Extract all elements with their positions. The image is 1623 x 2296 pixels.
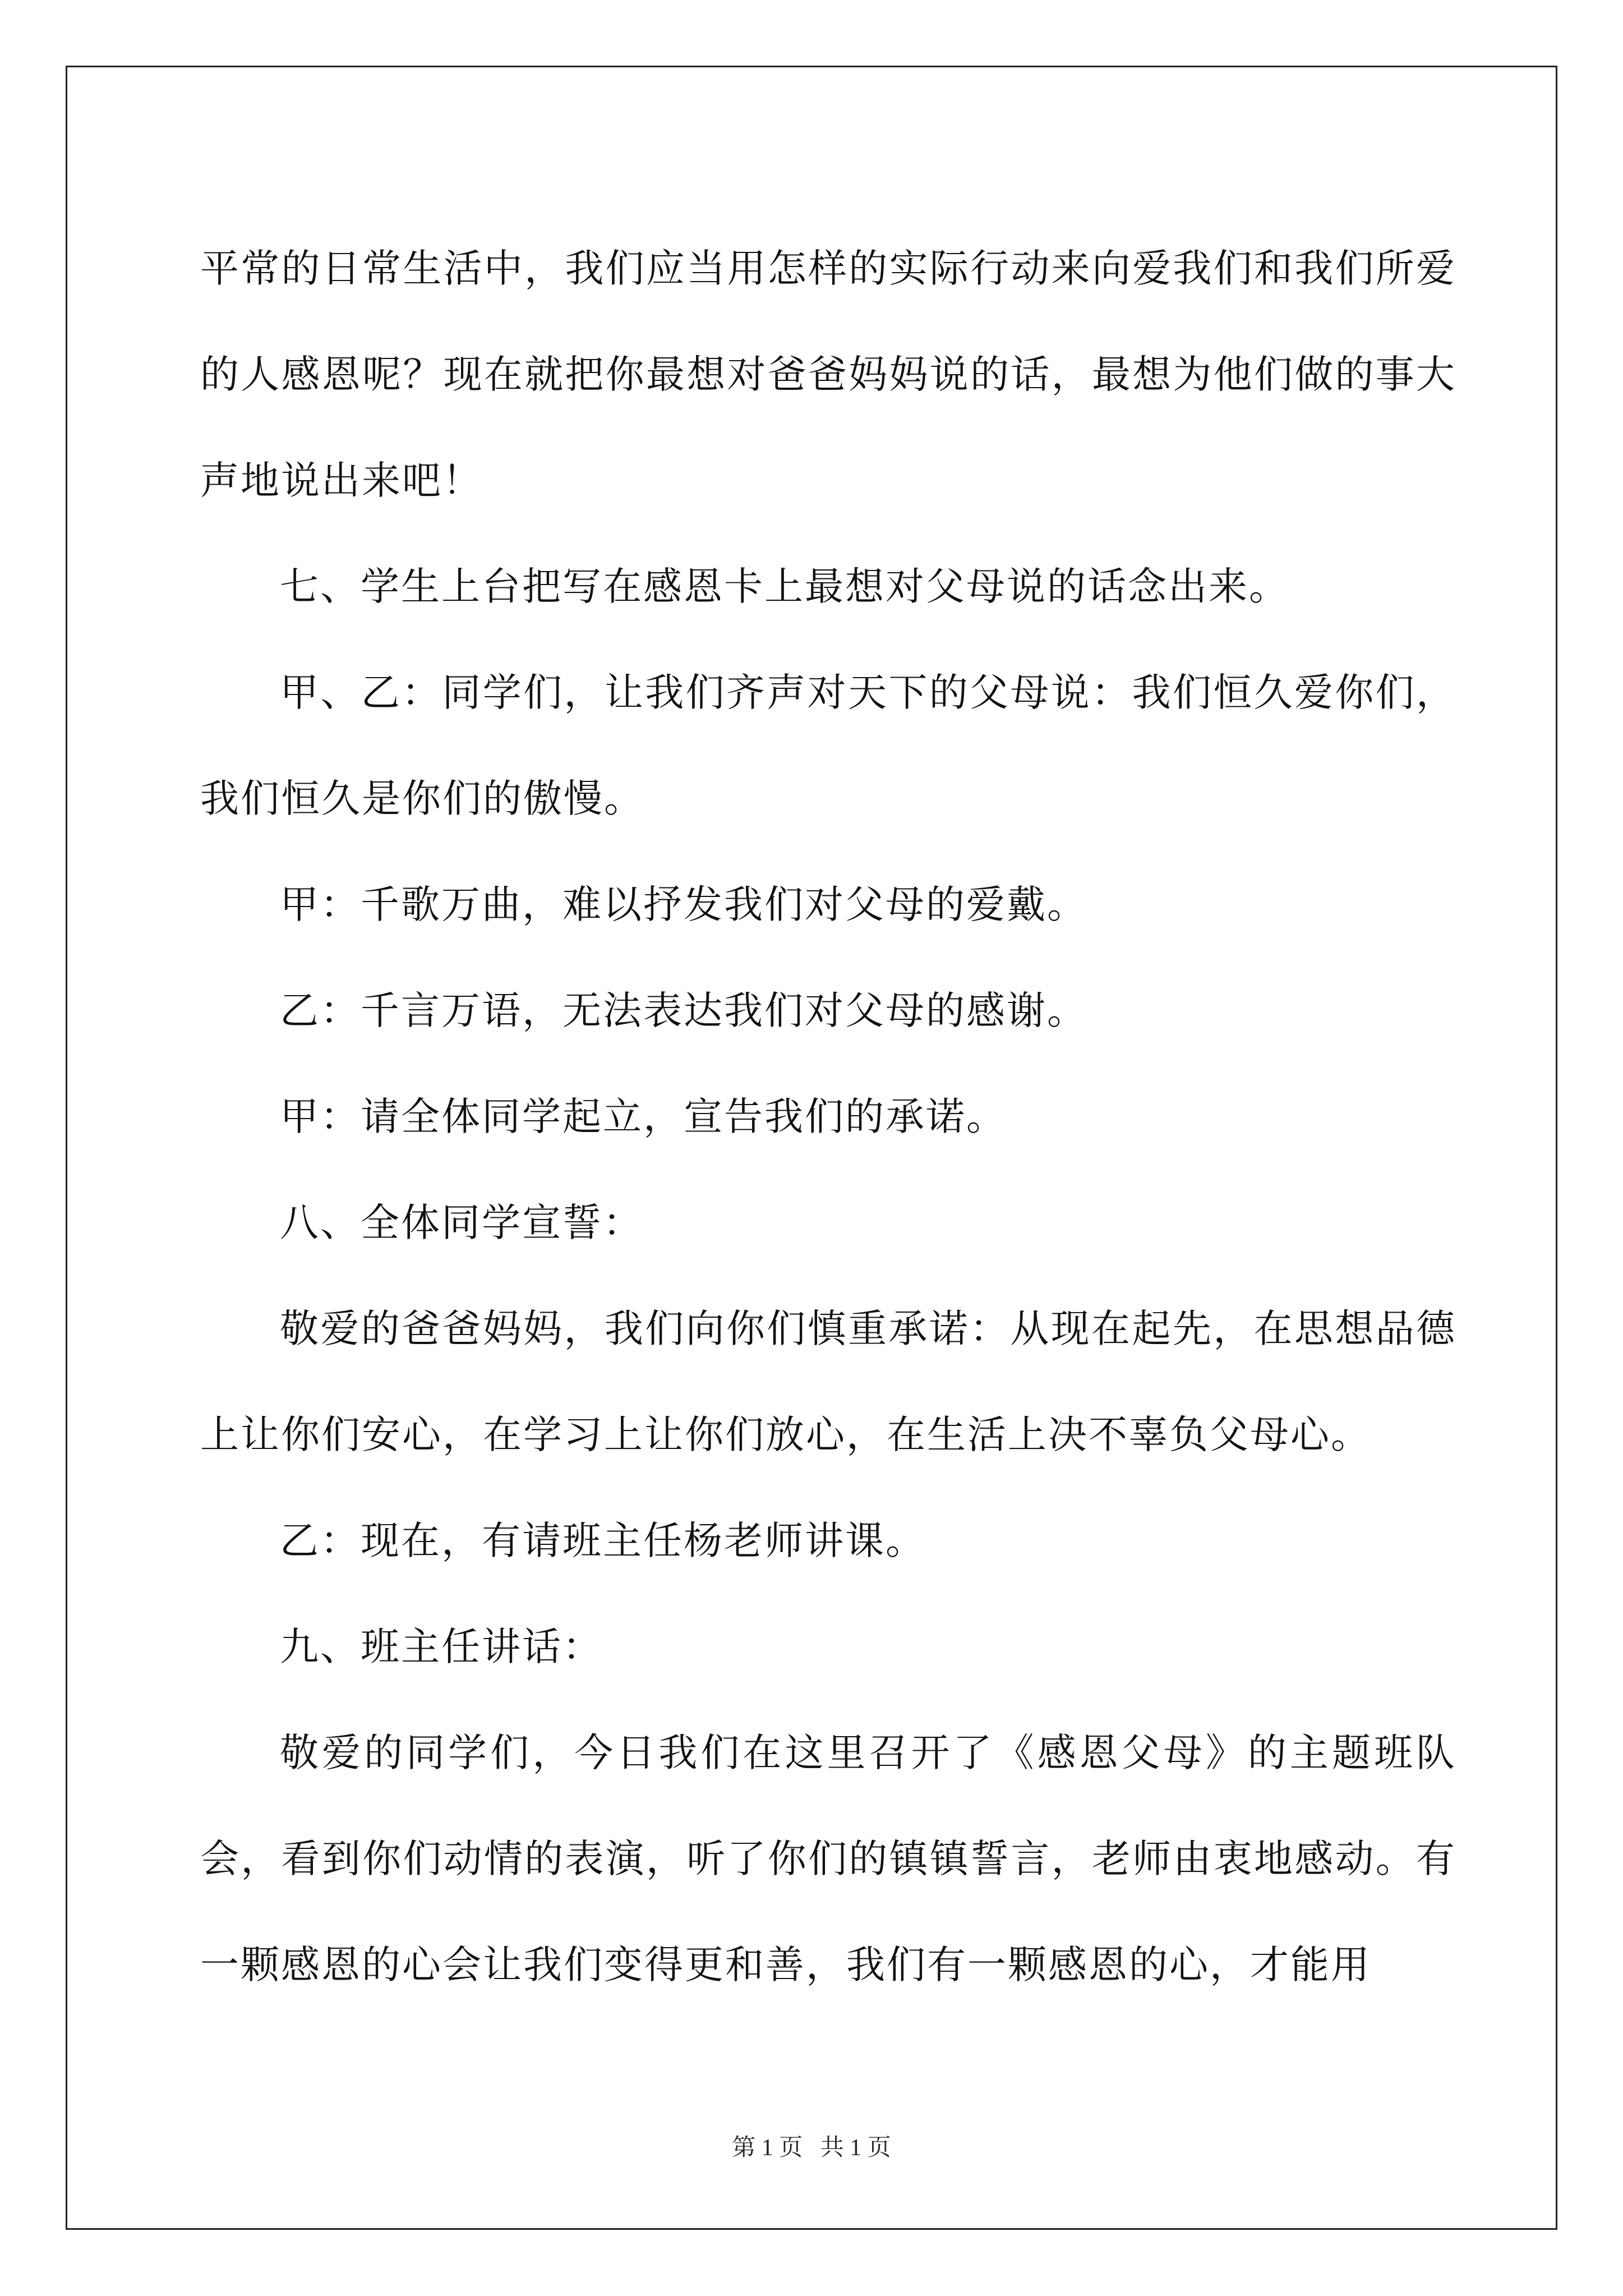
paragraph-11: 敬爱的同学们，今日我们在这里召开了《感恩父母》的主题班队会，看到你们动情的表演，听了你们的镇镇誓言，老师由衷地感动。有一颗感恩的心会让我们变得更和善，我们有一颗感恩的心，才能用 xyxy=(200,1731,1456,1987)
paragraph-7: 八、全体同学宣誓： xyxy=(280,1200,643,1245)
paragraph-4: 甲：千歌万曲，难以抒发我们对父母的爱戴。 xyxy=(280,882,1087,927)
paragraph-6: 甲：请全体同学起立，宣告我们的承诺。 xyxy=(280,1094,1007,1139)
paragraph-8: 敬爱的爸爸妈妈，我们向你们慎重承诺：从现在起先，在思想品德上让你们安心，在学习上让你们放心，在生活上决不辜负父母心。 xyxy=(200,1306,1456,1457)
paragraph-3: 甲、乙：同学们，让我们齐声对天下的父母说：我们恒久爱你们，我们恒久是你们的傲慢。 xyxy=(200,670,1456,821)
document-body xyxy=(200,216,1456,2018)
paragraph-5: 乙：千言万语，无法表达我们对父母的感谢。 xyxy=(280,988,1087,1033)
page-number-footer: 第 1 页 共 1 页 xyxy=(732,2135,891,2161)
paragraph-10: 九、班主任讲话： xyxy=(280,1625,603,1669)
paragraph-2: 七、学生上台把写在感恩卡上最想对父母说的话念出来。 xyxy=(280,564,1289,609)
paragraph-1: 平常的日常生活中，我们应当用怎样的实际行动来向爱我们和我们所爱的人感恩呢？现在就把你最想对爸爸妈妈说的话，最想为他们做的事大声地说出来吧！ xyxy=(200,246,1456,503)
paragraph-9: 乙：现在，有请班主任杨老师讲课。 xyxy=(280,1519,926,1563)
